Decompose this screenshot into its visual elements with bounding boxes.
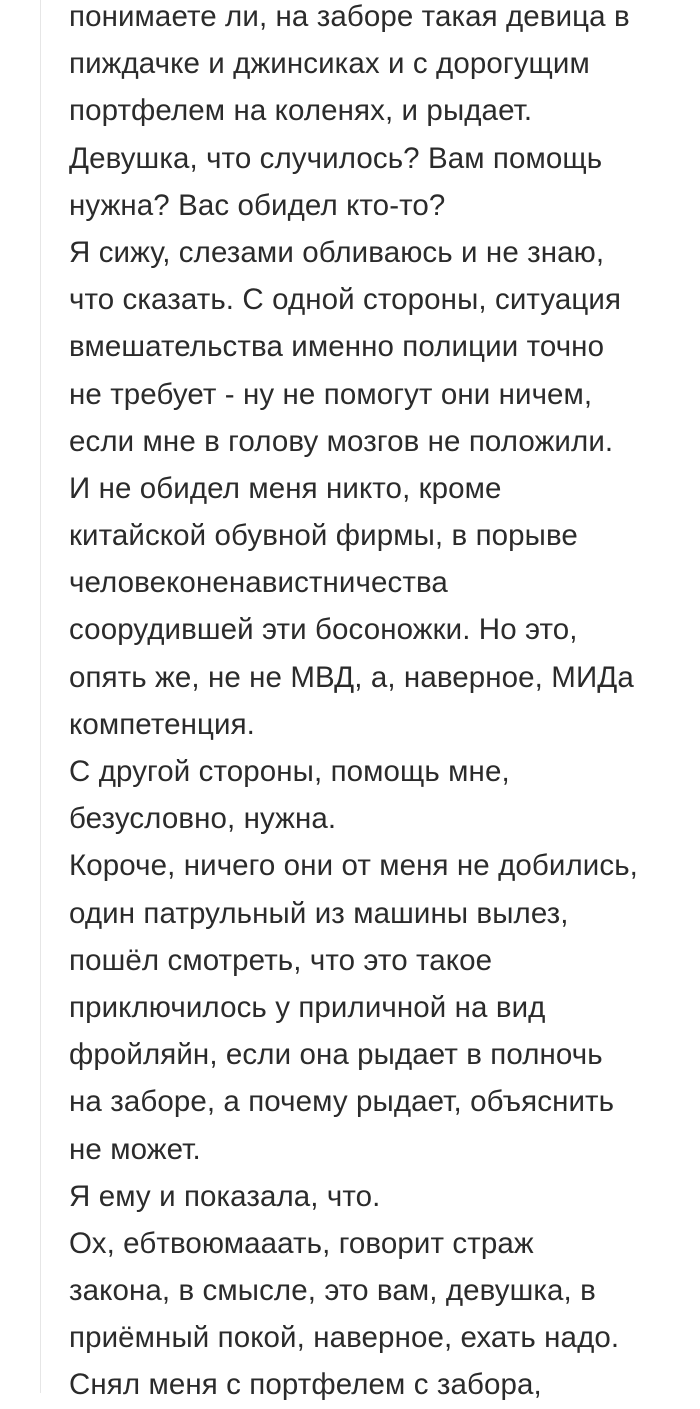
text-line: приёмный покой, наверное, ехать надо.: [69, 1321, 620, 1355]
text-line: если мне в голову мозгов не положили.: [69, 424, 614, 458]
text-line: Ох, ебтвоюмааать, говорит страж: [69, 1226, 534, 1260]
story-text: [69, 0, 694, 1409]
text-line: не требует - ну не помогут они ничем,: [69, 377, 593, 411]
text-line: закона, в смысле, это вам, девушка, в: [69, 1274, 596, 1308]
text-line: Я ему и показала, что.: [69, 1179, 381, 1213]
text-line: один патрульный из машины вылез,: [69, 896, 569, 930]
text-line: китайской обувной фирмы, в порыве: [69, 519, 578, 553]
text-line: вмешательства именно полиции точно: [69, 330, 605, 364]
text-line: человеконенавистничества: [69, 566, 448, 600]
text-line: что сказать. С одной стороны, ситуация: [69, 283, 622, 317]
text-line: Короче, ничего они от меня не добились,: [69, 849, 638, 883]
text-line: нужна? Вас обидел кто-то?: [69, 188, 446, 222]
text-line: Девушка, что случилось? Вам помощь: [69, 141, 603, 175]
text-line: понимаете ли, на заборе такая девица в: [69, 0, 630, 33]
text-line: приключилось у приличной на вид: [69, 990, 546, 1024]
text-line: фройляйн, если она рыдает в полночь: [69, 1038, 603, 1072]
text-line: опять же, не не МВД, а, наверное, МИДа: [69, 660, 634, 694]
text-line: И не обидел меня никто, кроме: [69, 471, 502, 505]
text-line: Я сижу, слезами обливаюсь и не знаю,: [69, 235, 605, 269]
text-line: безусловно, нужна.: [69, 802, 337, 836]
text-line: соорудившей эти босоножки. Но это,: [69, 613, 578, 647]
text-line: портфелем на коленях, и рыдает.: [69, 94, 533, 128]
text-line: пошёл смотреть, что это такое: [69, 943, 493, 977]
text-line: не может.: [69, 1132, 201, 1166]
left-margin-rule: [40, 0, 41, 1393]
text-line: С другой стороны, помощь мне,: [69, 755, 510, 788]
text-line: компетенция.: [69, 707, 255, 741]
text-line: пиждачке и джинсиках и с дорогущим: [69, 47, 590, 81]
text-line: на заборе, а почему рыдает, объяснить: [69, 1085, 615, 1119]
text-line: Снял меня с портфелем с забора,: [69, 1368, 542, 1402]
